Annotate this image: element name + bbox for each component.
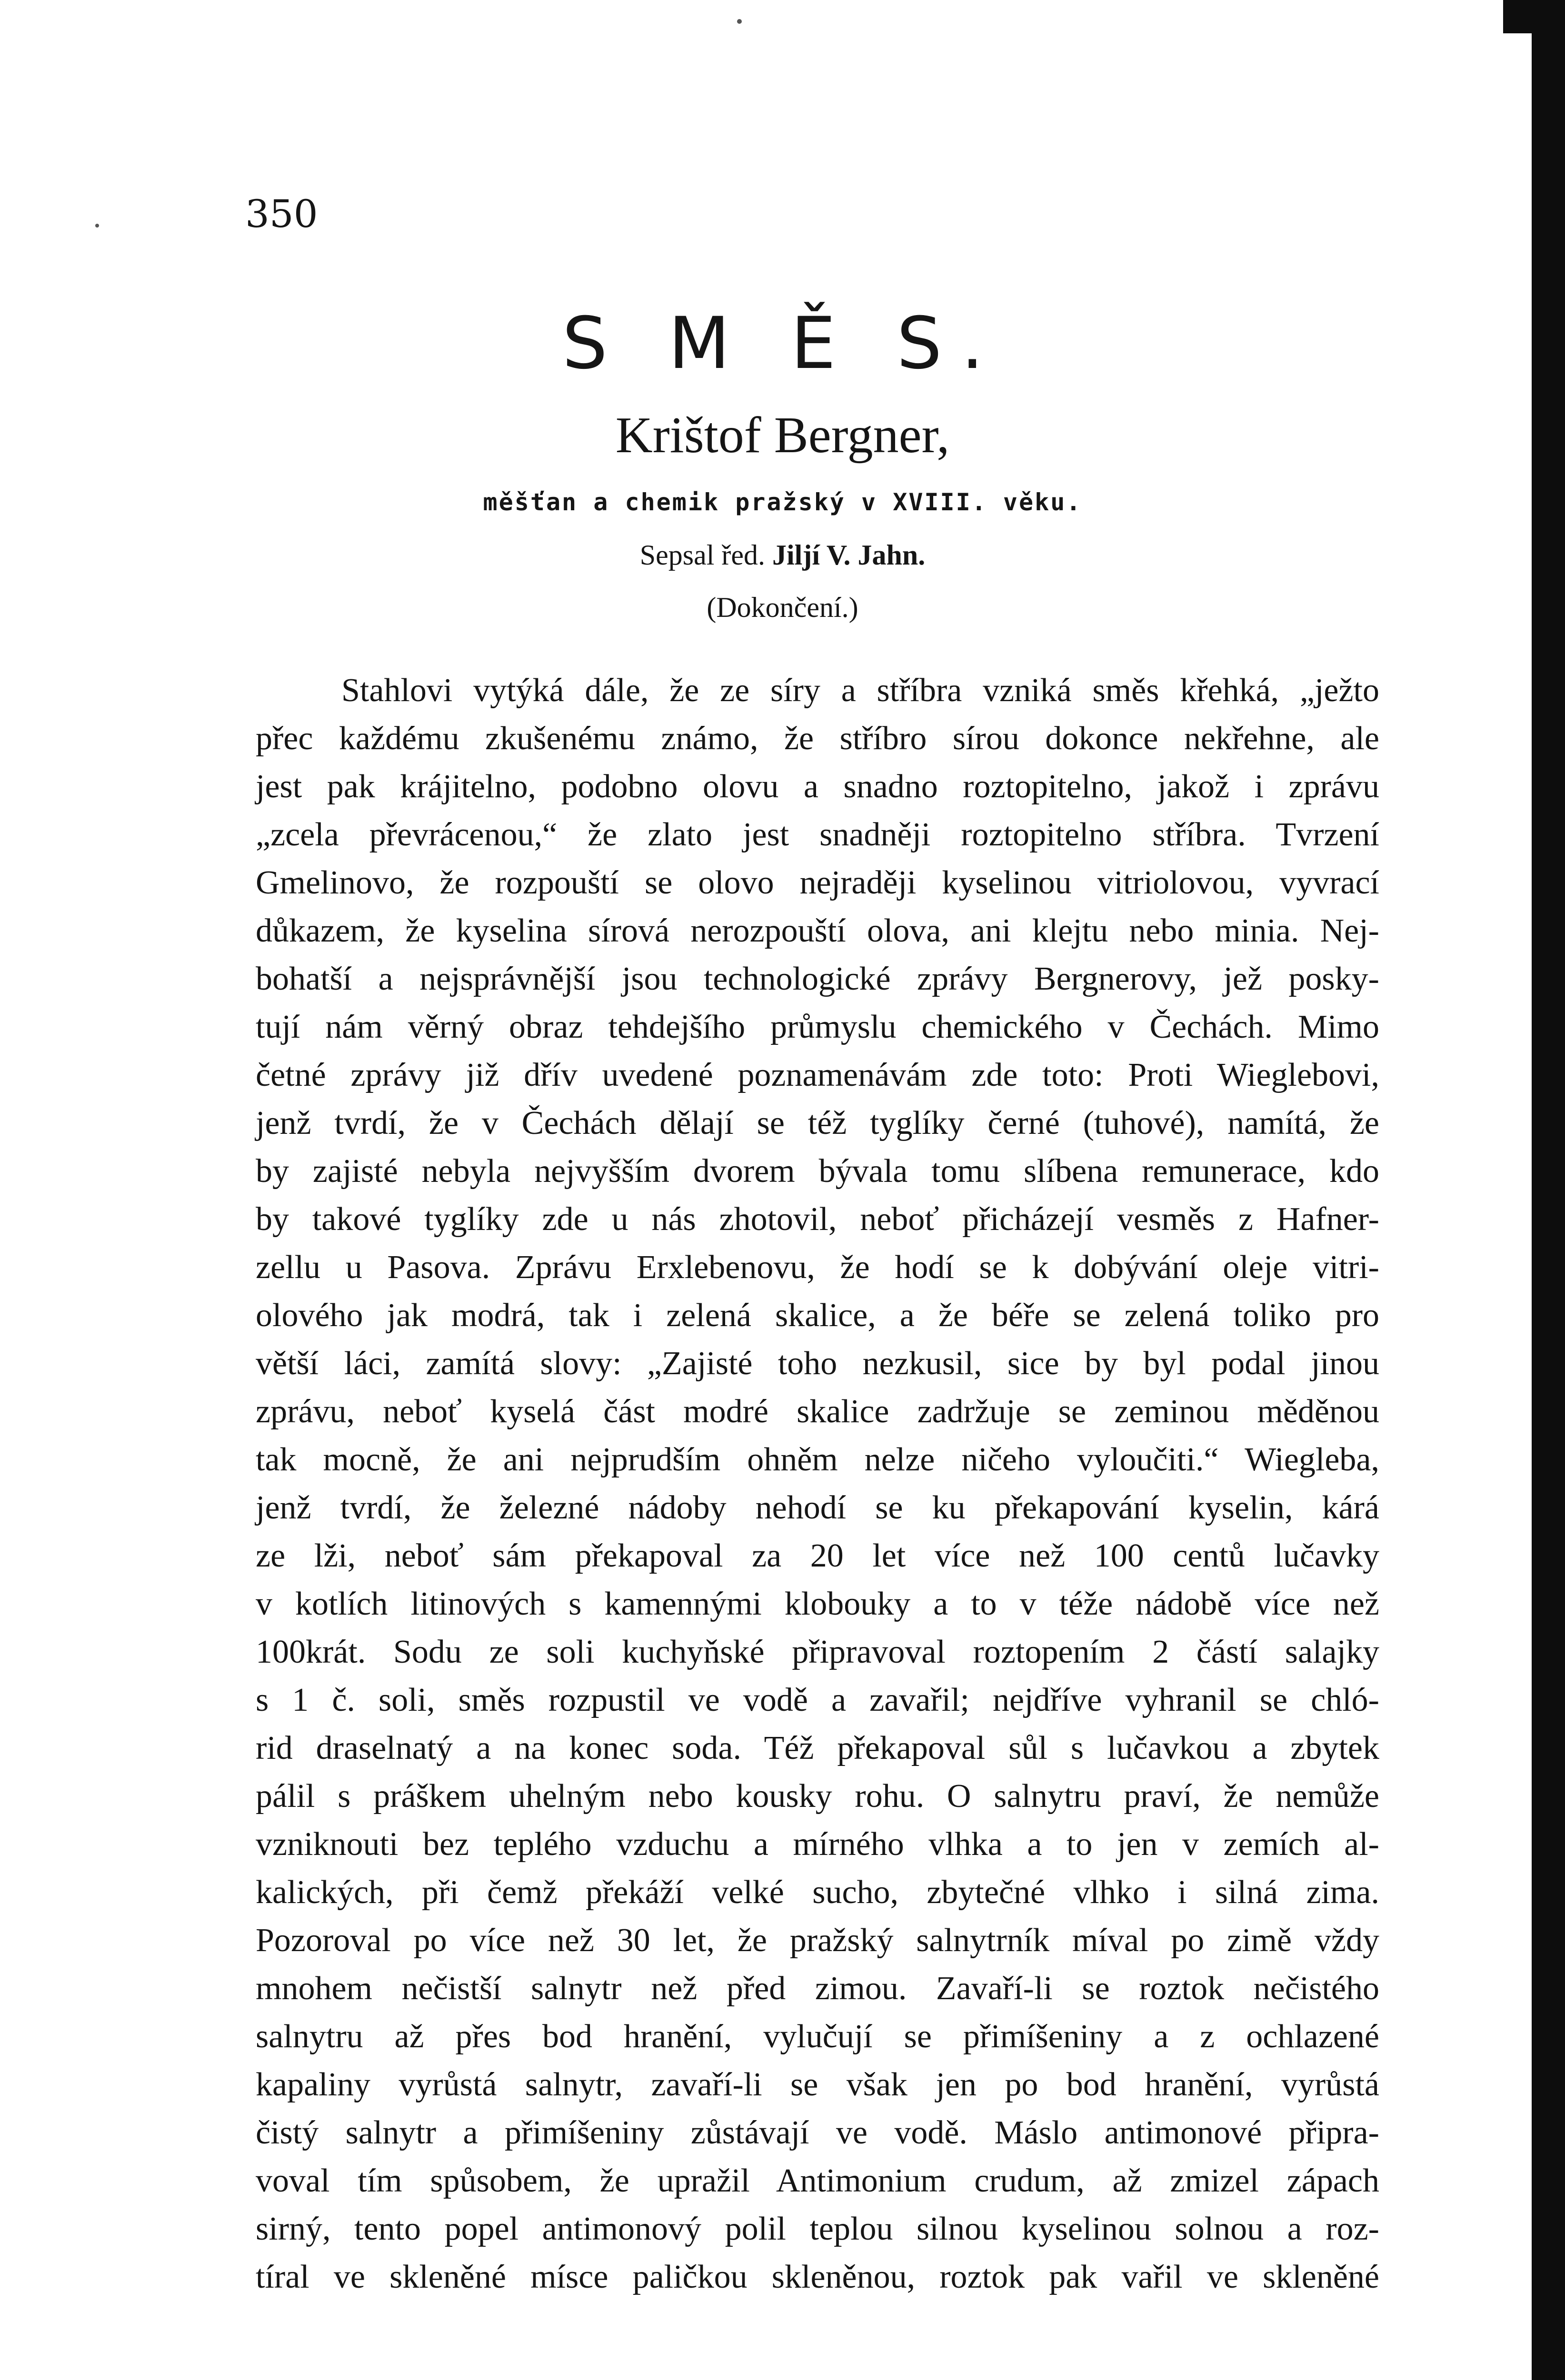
text-line: by zajisté nebyla nejvyšším dvorem bývala tomu slíbena remunerace, kdo: [256, 1153, 1379, 1190]
text-line: zprávu, neboť kyselá část modré skalice zadržuje se zeminou měděnou: [256, 1393, 1379, 1430]
editor-name: Jiljí V. Jahn.: [772, 539, 926, 571]
text-line: salnytru až přes bod hranění, vylučují se přimíšeniny a z ochlazené: [256, 2018, 1379, 2055]
text-line: mnohem nečistší salnytr než před zimou. Zavaří-li se roztok nečistého: [256, 1970, 1379, 2007]
text-line: Stahlovi vytýká dále, že ze síry a stříbra vzniká směs křehká, „ježto: [341, 672, 1379, 709]
text-line: jest pak krájitelno, podobno olovu a snadno roztopitelno, jakož i zprávu: [256, 768, 1379, 805]
text-line: „zcela převrácenou,“ že zlato jest snadněji roztopitelno stříbra. Tvrzení: [256, 816, 1379, 853]
text-line: tují nám věrný obraz tehdejšího průmyslu chemického v Čechách. Mimo: [256, 1009, 1379, 1045]
editor-prefix: Sepsal řed.: [639, 539, 765, 571]
scan-edge-corner: [1503, 0, 1565, 33]
author-description: měšťan a chemik pražský v XVIII. věku.: [483, 488, 1082, 516]
text-line: olového jak modrá, tak i zelená skalice, a že béře se zelená toliko pro: [256, 1297, 1379, 1334]
text-line: četné zprávy již dřív uvedené poznamenávám zde toto: Proti Wieglebovi,: [256, 1057, 1379, 1093]
text-line: zellu u Pasova. Zprávu Erxlebenovu, že hodí se k dobývání oleje vitri-: [256, 1249, 1379, 1286]
text-line: Pozoroval po více než 30 let, že pražský salnytrník míval po zimě vždy: [256, 1922, 1379, 1959]
text-line: ze lži, neboť sám překapoval za 20 let více než 100 centů lučavky: [256, 1537, 1379, 1574]
text-line: sirný, tento popel antimonový polil teplou silnou kyselinou solnou a roz-: [256, 2211, 1379, 2247]
text-line: tak mocně, že ani nejprudším ohněm nelze ničeho vyloučiti.“ Wiegleba,: [256, 1441, 1379, 1478]
scan-speck: [737, 19, 742, 24]
text-line: s 1 č. soli, směs rozpustil ve vodě a zavařil; nejdříve vyhranil se chló-: [256, 1682, 1379, 1718]
text-line: jenž tvrdí, že železné nádoby nehodí se ku překapování kyselin, kárá: [256, 1489, 1379, 1526]
text-line: přec každému zkušenému známo, že stříbro sírou dokonce nekřehne, ale: [256, 720, 1379, 757]
scan-speck: [95, 224, 99, 228]
text-line: důkazem, že kyselina sírová nerozpouští olova, ani klejtu nebo minia. Nej-: [256, 912, 1379, 949]
text-line: čistý salnytr a přimíšeniny zůstávají ve vodě. Máslo antimonové připra-: [256, 2114, 1379, 2151]
text-line: jenž tvrdí, že v Čechách dělají se též tyglíky černé (tuhové), namítá, že: [256, 1105, 1379, 1141]
text-line: tíral ve skleněné mísce paličkou skleněnou, roztok pak vařil ve skleněné: [256, 2259, 1379, 2295]
author-name: Krištof Bergner,: [615, 407, 950, 464]
text-line: kalických, při čemž překáží velké sucho, zbytečné vlhko i silná zima.: [256, 1874, 1379, 1911]
text-line: bohatší a nejsprávnější jsou technologické zprávy Bergnerovy, jež posky-: [256, 961, 1379, 997]
text-line: rid draselnatý a na konec soda. Též překapoval sůl s lučavkou a zbytek: [256, 1730, 1379, 1766]
text-line: voval tím spůsobem, že upražil Antimonium crudum, až zmizel zápach: [256, 2162, 1379, 2199]
article-title: S M Ě S.: [562, 302, 1003, 385]
text-line: Gmelinovo, že rozpouští se olovo nejraději kyselinou vitriolovou, vyvrací: [256, 864, 1379, 901]
text-line: kapaliny vyrůstá salnytr, zavaří-li se však jen po bod hranění, vyrůstá: [256, 2066, 1379, 2103]
text-line: vzniknouti bez teplého vzduchu a mírného vlhka a to jen v zemích al-: [256, 1826, 1379, 1863]
page-number: 350: [245, 192, 318, 236]
text-line: větší láci, zamítá slovy: „Zajisté toho nezkusil, sice by byl podal jinou: [256, 1345, 1379, 1382]
body-text: [256, 666, 1379, 2301]
continued-note: (Dokončení.): [707, 592, 858, 623]
text-line: v kotlích litinových s kamennými klobouky a to v téže nádobě více než: [256, 1586, 1379, 1622]
text-line: by takové tyglíky zde u nás zhotovil, neboť přicházejí vesměs z Hafner-: [256, 1201, 1379, 1238]
editor-credit: [0, 538, 1565, 572]
text-line: pálil s práškem uhelným nebo kousky rohu. O salnytru praví, že nemůže: [256, 1778, 1379, 1815]
text-line: 100krát. Sodu ze soli kuchyňské připravoval roztopením 2 částí salajky: [256, 1634, 1379, 1670]
